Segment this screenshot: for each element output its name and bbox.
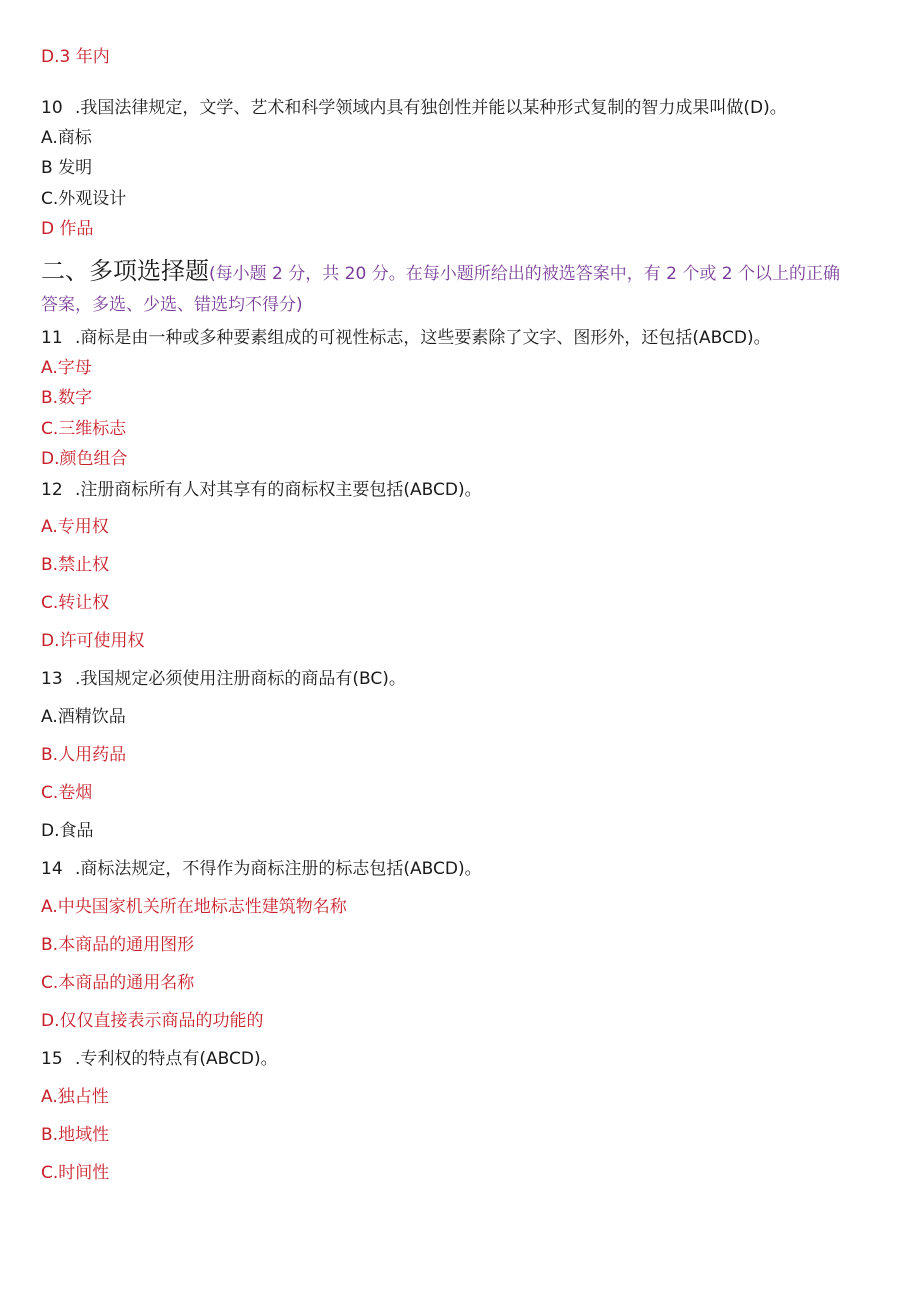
option-text: B.人用药品 — [41, 745, 127, 765]
option-text: D.食品 — [41, 821, 94, 841]
option-text: C.三维标志 — [41, 419, 127, 439]
option-text: A.中央国家机关所在地标志性建筑物名称 — [41, 897, 347, 917]
option-text: B.数字 — [41, 388, 93, 408]
question-text: .我国规定必须使用注册商标的商品有(BC)。 — [75, 669, 406, 689]
option-text: D.仅仅直接表示商品的功能的 — [41, 1011, 264, 1031]
option-text: C.本商品的通用名称 — [41, 973, 195, 993]
option-text: C.外观设计 — [41, 189, 127, 209]
section-title: 二、多项选择题 — [41, 257, 209, 285]
option-text: C.时间性 — [41, 1163, 110, 1183]
section-note: (每小题 2 分，共 20 分。在每小题所给出的被选答案中，有 2 个或 2 个以上的正确 — [209, 264, 840, 284]
option-text: A.字母 — [41, 358, 92, 378]
question-text: .注册商标所有人对其享有的商标权主要包括(ABCD)。 — [75, 480, 482, 500]
section-heading — [41, 256, 840, 289]
option-text: D.颜色组合 — [41, 449, 128, 469]
question-number: 12 — [41, 480, 63, 500]
option-text: B.地域性 — [41, 1125, 110, 1145]
question-15 — [41, 1048, 278, 1070]
option-text: B.禁止权 — [41, 555, 110, 575]
option-text: D 作品 — [41, 219, 94, 239]
question-number: 11 — [41, 328, 63, 348]
option-text: C.转让权 — [41, 593, 110, 613]
option-text: C.卷烟 — [41, 783, 93, 803]
question-number: 15 — [41, 1049, 63, 1069]
section-note-continued: 答案，多选、少选、错选均不得分) — [41, 295, 303, 315]
question-14 — [41, 858, 482, 880]
question-13 — [41, 668, 406, 690]
option-text: A.专用权 — [41, 517, 109, 537]
option-text: A.商标 — [41, 128, 92, 148]
question-text: .商标法规定，不得作为商标注册的标志包括(ABCD)。 — [75, 859, 482, 879]
option-text: D.许可使用权 — [41, 631, 145, 651]
question-text: .专利权的特点有(ABCD)。 — [75, 1049, 278, 1069]
option-text: A.独占性 — [41, 1087, 109, 1107]
question-text: .我国法律规定，文学、艺术和科学领域内具有独创性并能以某种形式复制的智力成果叫做(D)。 — [75, 98, 787, 118]
option-text: A.酒精饮品 — [41, 707, 126, 727]
question-number: 10 — [41, 98, 63, 118]
question-number: 14 — [41, 859, 63, 879]
option-text: D.3 年内 — [41, 47, 110, 67]
question-text: .商标是由一种或多种要素组成的可视性标志，这些要素除了文字、图形外，还包括(ABCD)。 — [75, 328, 771, 348]
option-text: B 发明 — [41, 158, 93, 178]
question-12 — [41, 479, 482, 501]
question-11 — [41, 327, 771, 349]
question-number: 13 — [41, 669, 63, 689]
option-text: B.本商品的通用图形 — [41, 935, 195, 955]
question-10 — [41, 97, 787, 119]
